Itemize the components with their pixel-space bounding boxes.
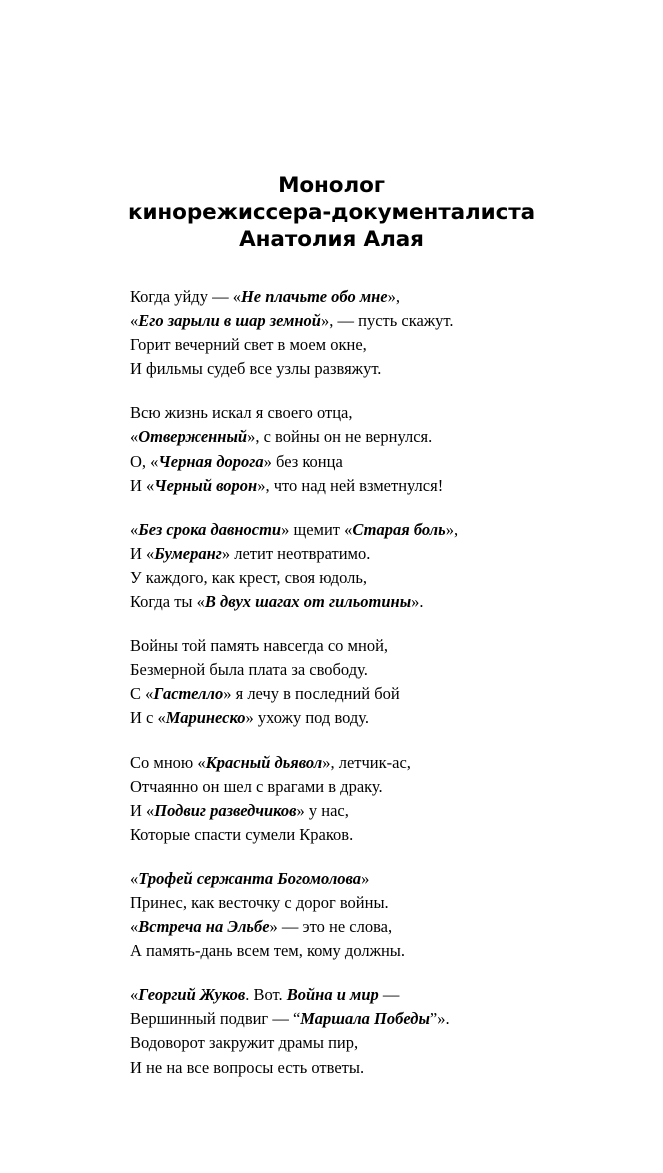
poem-text: Безмерной была плата за свободу.: [130, 660, 368, 680]
film-title: Встреча на Эльбе: [138, 917, 270, 937]
poem-line: [130, 425, 623, 449]
poem-text: О, «: [130, 451, 159, 471]
title-line-2: кинорежиссера-документалиста: [127, 200, 536, 225]
film-title: Трофей сержанта Богомолова: [138, 868, 362, 888]
film-title: Без срока давности: [138, 519, 282, 539]
poem-line: [130, 542, 623, 566]
poem-text: И «: [130, 543, 155, 563]
page-title: [0, 172, 663, 253]
poem-stanza: [130, 751, 623, 847]
poem-line: [130, 357, 623, 381]
poem-line: [130, 706, 623, 730]
poem-text: «: [130, 868, 139, 888]
poem-line: [130, 285, 623, 309]
poem-text: —: [378, 985, 400, 1005]
film-title: Черный ворон: [154, 475, 258, 495]
film-title: Гастелло: [153, 684, 224, 704]
film-title: Война и мир: [286, 985, 379, 1005]
poem-text: » я лечу в последний бой: [223, 684, 400, 704]
poem-text: ».: [411, 592, 424, 612]
poem-text: Когда ты «: [130, 592, 205, 612]
poem-text: Принес, как весточку с дорог войны.: [130, 892, 389, 912]
poem-stanza: [130, 983, 623, 1079]
poem-text: » ухожу под воду.: [245, 708, 370, 728]
film-title: Бумеранг: [154, 543, 222, 563]
poem-line: [130, 1007, 623, 1031]
poem-line: [130, 1031, 623, 1055]
poem-text: Войны той память навсегда со мной,: [130, 636, 389, 656]
poem-line: [130, 751, 623, 775]
poem-stanza: [130, 634, 623, 730]
poem-text: И с «: [130, 708, 166, 728]
poem-line: [130, 915, 623, 939]
poem-text: «: [130, 427, 139, 447]
poem-line: [130, 891, 623, 915]
poem-line: [130, 867, 623, 891]
poem-text: » у нас,: [296, 800, 349, 820]
film-title: Отверженный: [138, 427, 248, 447]
poem-line: [130, 566, 623, 590]
poem-text: Которые спасти сумели Краков.: [130, 824, 354, 844]
document-page: [0, 172, 663, 1173]
poem-text: », что над ней взметнулся!: [257, 475, 444, 495]
film-title: Маринеско: [165, 708, 246, 728]
poem-text: Всю жизнь искал я своего отца,: [130, 403, 353, 423]
poem-text: И «: [130, 800, 155, 820]
poem-line: [130, 333, 623, 357]
poem-text: «: [130, 519, 139, 539]
poem-text: И не на все вопросы есть ответы.: [130, 1057, 365, 1077]
poem-text: »: [361, 868, 370, 888]
poem-text: «: [130, 311, 139, 331]
poem-line: [130, 474, 623, 498]
poem-text: Отчаянно он шел с врагами в драку.: [130, 776, 383, 796]
poem-line: [130, 309, 623, 333]
poem-text: У каждого, как крест, своя юдоль,: [130, 567, 368, 587]
poem-line: [130, 634, 623, 658]
poem-text: » летит неотвратимо.: [221, 543, 371, 563]
poem-line: [130, 775, 623, 799]
poem-line: [130, 590, 623, 614]
film-title: Старая боль: [352, 519, 446, 539]
poem-text: »,: [387, 287, 400, 306]
film-title: Его зарыли в шар земной: [138, 311, 321, 331]
film-title: Красный дьявол: [205, 752, 323, 772]
poem-text: . Вот.: [245, 985, 287, 1005]
poem-text: » без конца: [263, 451, 343, 471]
poem-text: И «: [130, 475, 155, 495]
poem-line: [130, 518, 623, 542]
film-title: Маршала Победы: [300, 1009, 430, 1029]
poem-text: » — это не слова,: [269, 917, 393, 937]
poem-stanza: [130, 401, 623, 497]
film-title: Не плачьте обо мне: [240, 287, 388, 306]
poem-line: [130, 450, 623, 474]
poem-text: «: [130, 985, 139, 1005]
poem-line: [130, 799, 623, 823]
poem-text: ”».: [429, 1009, 450, 1029]
poem-stanza: [130, 518, 623, 614]
poem-text: Горит вечерний свет в моем окне,: [130, 335, 367, 355]
poem-line: [130, 983, 623, 1007]
poem-stanza: [130, 867, 623, 963]
poem-text: Водоворот закружит драмы пир,: [130, 1033, 359, 1053]
poem-line: [130, 1056, 623, 1080]
poem-text: Со мною «: [130, 752, 206, 772]
poem-text: », с войны он не вернулся.: [247, 427, 433, 447]
poem-text: » щемит «: [281, 519, 353, 539]
title-line-1: Монолог: [278, 173, 385, 198]
poem-line: [130, 658, 623, 682]
poem-text: Когда уйду — «: [130, 287, 241, 306]
title-line-3: Анатолия Алая: [239, 227, 424, 252]
film-title: В двух шагах от гильотины: [204, 592, 412, 612]
film-title: Георгий Жуков: [138, 985, 246, 1005]
film-title: Подвиг разведчиков: [154, 800, 297, 820]
poem-line: [130, 682, 623, 706]
poem-text: С «: [130, 684, 154, 704]
poem-body: [0, 285, 663, 1080]
poem-line: [130, 401, 623, 425]
poem-stanza: [130, 285, 623, 381]
poem-text: «: [130, 917, 139, 937]
poem-text: », летчик-ас,: [322, 752, 411, 772]
poem-line: [130, 823, 623, 847]
poem-text: »,: [445, 519, 459, 539]
poem-text: », — пусть скажут.: [320, 311, 454, 331]
poem-text: А память-дань всем тем, кому должны.: [130, 941, 406, 961]
poem-text: Вершинный подвиг — “: [130, 1009, 301, 1029]
poem-text: И фильмы судеб все узлы развяжут.: [130, 359, 382, 379]
film-title: Черная дорога: [158, 451, 264, 471]
poem-line: [130, 939, 623, 963]
